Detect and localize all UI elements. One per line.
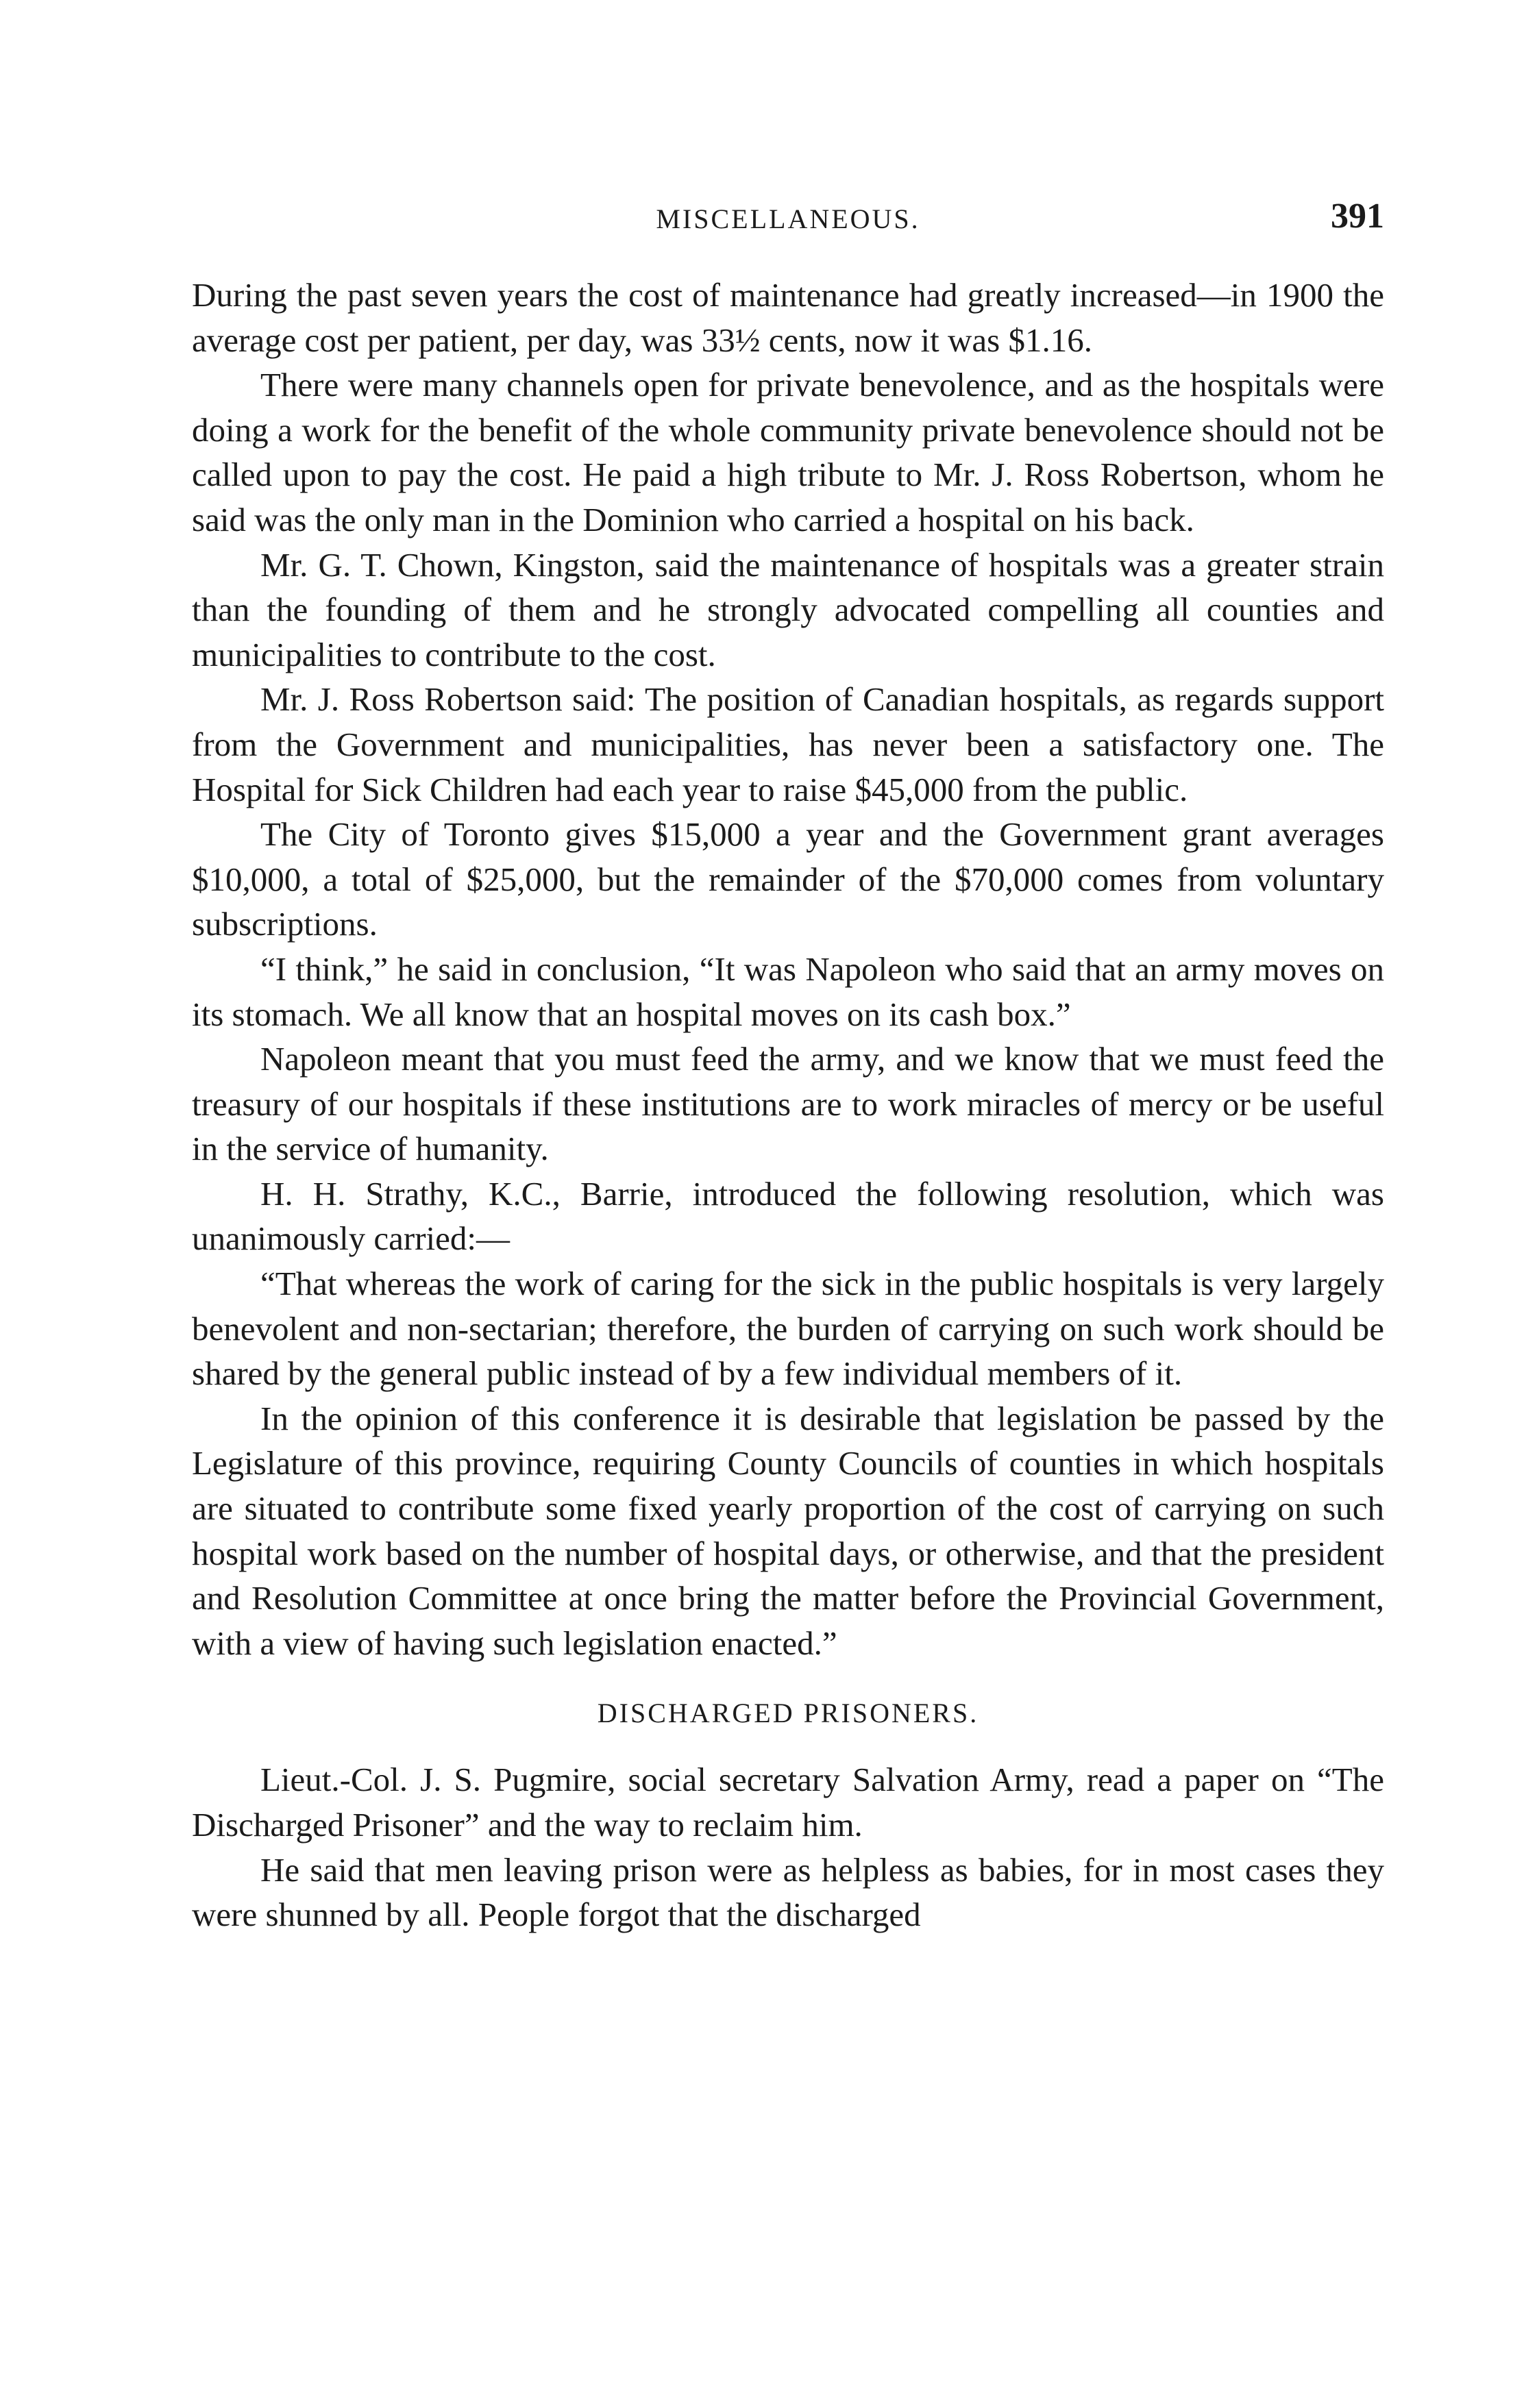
running-title: MISCELLANEOUS. bbox=[656, 203, 920, 234]
page-number: 391 bbox=[1331, 197, 1384, 236]
paragraph-pugmire: Lieut.-Col. J. S. Pugmire, social secretary Salvation Army, read a paper on “The Discharged Prisoner” and the way to reclaim him. bbox=[192, 1761, 1384, 1844]
paragraph-private-benevolence: There were many channels open for private benevolence, and as the hospitals were doing a work for the benefit of the whole community private benevolence should not be called upon to pay the cost. He paid a high tribute to Mr. J. Ross Robertson, whom he said was the only man in the Dominion who carried a hospital on his back. bbox=[192, 366, 1384, 538]
paragraph-napoleon-quote: “I think,” he said in conclusion, “It was Napoleon who said that an army moves on its stomach. We all know that an hospital moves on its cash box.” bbox=[192, 949, 1384, 1033]
paragraph-resolution-whereas: “That whereas the work of caring for the sick in the public hospitals is very largely benevolent and non-sectarian; therefore, the burden of carrying on such work should be shared by the general public instead of by a few individual members of it. bbox=[192, 1265, 1384, 1393]
paragraph-chown: Mr. G. T. Chown, Kingston, said the maintenance of hospitals was a greater strain than the founding of them and he strongly advocated compelling all counties and municipalities to contribute to the cost. bbox=[192, 545, 1384, 673]
paragraph-robertson: Mr. J. Ross Robertson said: The position of Canadian hospitals, as regards support from the Government and municipalities, has never been a satisfactory one. The Hospital for Sick Children had each year to raise $45,000 from the public. bbox=[192, 680, 1384, 808]
paragraph-napoleon-meaning: Napoleon meant that you must feed the army, and we know that we must feed the treasury of our hospitals if these institutions are to work miracles of mercy or be useful in the service of humanity. bbox=[192, 1040, 1384, 1168]
paragraph-prisoners-helpless: He said that men leaving prison were as helpless as babies, for in most cases they were shunned by all. People forgot that the discharged bbox=[192, 1850, 1384, 1934]
running-head bbox=[192, 193, 1384, 241]
paragraph-toronto-grant: The City of Toronto gives $15,000 a year and the Government grant averages $10,000, a total of $25,000, but the remainder of the $70,000 comes from voluntary subscriptions. bbox=[192, 815, 1384, 943]
paragraph-strathy-resolution: H. H. Strathy, K.C., Barrie, introduced the following resolution, which was unanimously carried:— bbox=[192, 1174, 1384, 1258]
paragraph-resolution-legislation: In the opinion of this conference it is desirable that legislation be passed by the Legislature of this province, requiring County Councils of counties in which hospitals are situated to contribute some fixed yearly proportion of the cost of carrying on such hospital work based on the number of hospital days, or otherwise, and that the president and Resolution Committee at once bring the matter before the Provincial Government, with a view of having such legislation enacted.” bbox=[192, 1399, 1384, 1662]
body-text bbox=[192, 273, 1384, 1937]
section-heading: DISCHARGED PRISONERS. bbox=[597, 1698, 979, 1729]
paragraph-maintenance-cost: During the past seven years the cost of maintenance had greatly increased—in 1900 the average cost per patient, per day, was 33½ cents, now it was $1.16. bbox=[192, 276, 1384, 359]
